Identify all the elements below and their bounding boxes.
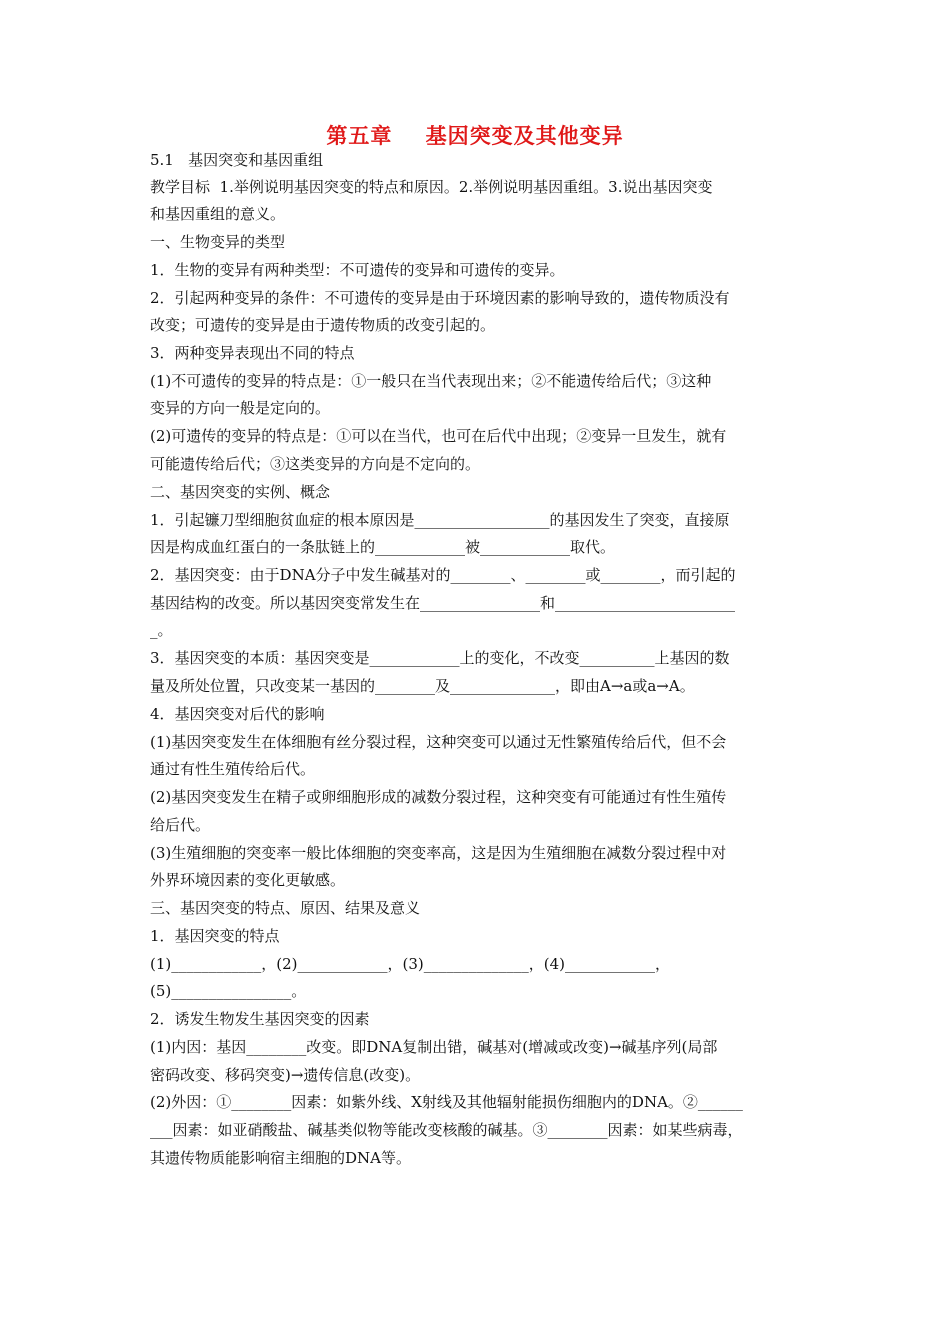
- text-line: 1．引起镰刀型细胞贫血症的根本原因是__________________的基因发生了突变，直接原: [150, 511, 730, 529]
- text-line: 量及所处位置，只改变某一基因的________及______________，即由A→a或a→A。: [150, 677, 695, 695]
- text-line: (1)不可遗传的变异的特点是：①一般只在当代表现出来；②不能遗传给后代；③这种: [150, 372, 712, 390]
- text-line: 2．诱发生物发生基因突变的因素: [150, 1010, 370, 1028]
- text-line: 1．基因突变的特点: [150, 927, 280, 945]
- text-line: ___因素：如亚硝酸盐、碱基类似物等能改变核酸的碱基。③________因素：如某些病毒，: [150, 1121, 743, 1139]
- text-line: (1)____________，(2)____________，(3)______________，(4)____________，: [150, 955, 670, 973]
- text-line: _。: [150, 621, 173, 639]
- text-line: 改变；可遗传的变异是由于遗传物质的改变引起的。: [150, 316, 496, 334]
- text-line: 外界环境因素的变化更敏感。: [150, 871, 346, 889]
- text-line: 1．生物的变异有两种类型：不可遗传的变异和可遗传的变异。: [150, 261, 565, 279]
- text-line: 给后代。: [150, 816, 211, 834]
- text-line: 通过有性生殖传给后代。: [150, 760, 316, 778]
- text-line: 基因结构的改变。所以基因突变常发生在________________和________________________: [150, 594, 736, 612]
- text-line: 密码改变、移码突变)→遗传信息(改变)。: [150, 1066, 421, 1084]
- chapter-title: 第五章 基因突变及其他变异: [326, 124, 624, 148]
- text-line: (2)可遗传的变异的特点是：①可以在当代，也可在后代中出现；②变异一旦发生，就有: [150, 427, 727, 445]
- text-line: 2．引起两种变异的条件：不可遗传的变异是由于环境因素的影响导致的，遗传物质没有: [150, 289, 730, 307]
- text-line: (2)外因：①________因素：如紫外线、X射线及其他辐射能损伤细胞内的DNA。②______: [150, 1093, 743, 1111]
- text-line: 可能遗传给后代；③这类变异的方向是不定向的。: [150, 455, 481, 473]
- text-line: 教学目标 1.举例说明基因突变的特点和原因。2.举例说明基因重组。3.说出基因突变: [150, 178, 713, 196]
- text-line: 因是构成血红蛋白的一条肽链上的____________被____________取代。: [150, 538, 616, 556]
- text-line: (3)生殖细胞的突变率一般比体细胞的突变率高，这是因为生殖细胞在减数分裂过程中对: [150, 844, 727, 862]
- text-line: 2．基因突变：由于DNA分子中发生碱基对的________、________或________，而引起的: [150, 566, 736, 584]
- text-line: (1)内因：基因________改变。即DNA复制出错，碱基对(增减或改变)→碱基序列(局部: [150, 1038, 718, 1056]
- text-line: (5)________________。: [150, 982, 307, 1000]
- text-line: (2)基因突变发生在精子或卵细胞形成的减数分裂过程，这种突变有可能通过有性生殖传: [150, 788, 727, 806]
- text-line: 其遗传物质能影响宿主细胞的DNA等。: [150, 1149, 411, 1167]
- text-line: 变异的方向一般是定向的。: [150, 399, 331, 417]
- text-line: 一、生物变异的类型: [150, 233, 286, 251]
- text-line: 二、基因突变的实例、概念: [150, 483, 331, 501]
- text-line: 和基因重组的意义。: [150, 205, 286, 223]
- text-line: 三、基因突变的特点、原因、结果及意义: [150, 899, 421, 917]
- text-line: (1)基因突变发生在体细胞有丝分裂过程，这种突变可以通过无性繁殖传给后代，但不会: [150, 733, 727, 751]
- section-heading: 5.1 基因突变和基因重组: [150, 151, 324, 169]
- text-line: 4．基因突变对后代的影响: [150, 705, 325, 723]
- text-line: 3．两种变异表现出不同的特点: [150, 344, 355, 362]
- text-line: 3．基因突变的本质：基因突变是____________上的变化，不改变__________上基因的数: [150, 649, 730, 667]
